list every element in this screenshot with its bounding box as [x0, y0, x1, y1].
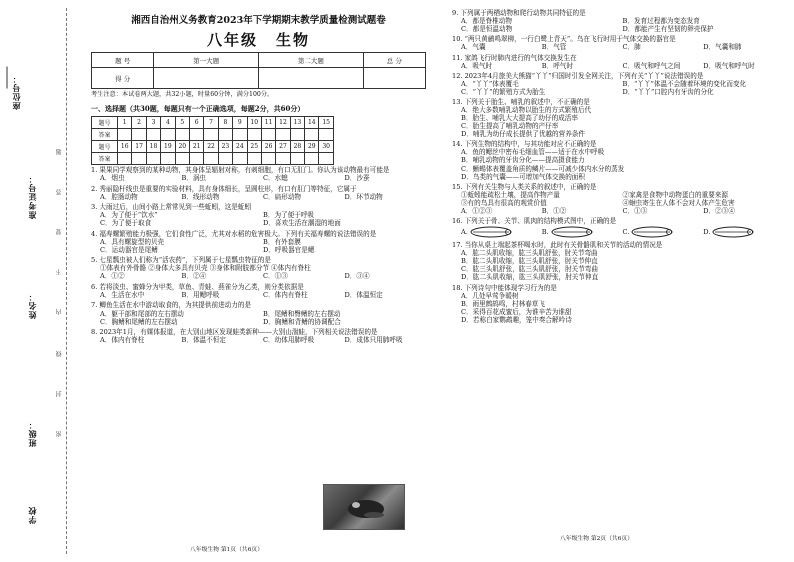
admission-label: 准考证号：	[27, 174, 37, 219]
margin-char: 题	[56, 148, 63, 155]
option[interactable]: A．都是脊椎动物	[461, 17, 512, 26]
answer-cell[interactable]	[290, 129, 304, 141]
exam-title: 湘西自治州义务教育2023年下学期期末教学质量检测试题卷	[131, 15, 386, 26]
option[interactable]: C．都是恒温动物	[461, 25, 513, 34]
seat-line	[7, 67, 8, 89]
question-stem: 5. 七星瓢虫被人们称为“活农药”，下列属于七星瓢虫特征的是	[91, 256, 271, 265]
option[interactable]: B．“丫丫”体温不会随着环境的变化而变化	[622, 79, 747, 88]
answer-cell[interactable]	[132, 129, 146, 141]
option[interactable]: A．肱二头肌收缩，肱三头肌舒张，肘关节弯曲	[461, 249, 598, 258]
option[interactable]: B．哺乳动物的牙齿分化——提高摄食能力	[461, 156, 585, 165]
answer-cell[interactable]	[204, 129, 218, 141]
option-row	[452, 25, 784, 33]
figure-row	[452, 225, 784, 239]
margin-char: 内	[56, 308, 63, 315]
option[interactable]: D．若称白家鹦鹉趣，笼中奏合解吟诗	[461, 315, 572, 324]
option[interactable]: A．体内有脊柱	[100, 336, 145, 345]
option[interactable]: C．胸鳍和尾鳍的左右摆动	[100, 317, 178, 326]
margin-char: 密	[56, 430, 63, 437]
seat-label: 座位号：	[11, 74, 21, 110]
question-stem: 6. 若将淡虫、蜜蜂分为甲类，草鱼、青蛙、燕雀分为乙类，则分类依据是	[91, 282, 304, 291]
option[interactable]: D．呼吸器官是鳃	[263, 245, 315, 254]
option[interactable]: D．体温恒定	[344, 290, 383, 299]
option-letter: B	[541, 228, 547, 237]
option-row	[91, 318, 426, 326]
option[interactable]: D．喜欢生活在潮湿的地面	[263, 219, 341, 228]
question-stem: 18. 下列诗句中能体现学习行为的是	[452, 283, 557, 292]
score-header: 题 号	[92, 53, 154, 68]
question-number: 29	[305, 141, 319, 153]
option[interactable]: B．呼气时	[541, 61, 573, 70]
margin-char: 答	[56, 188, 63, 195]
option[interactable]: D．胸鳍和背鳍的协调配合	[263, 317, 341, 326]
section1-heading: 一、选择题（共30题，每题只有一个正确选项，每题2分，共60分）	[91, 104, 305, 113]
answer-cell[interactable]	[290, 153, 304, 165]
question-stem: 2. 秀丽隐杆线虫是重要的实验材料，具有身体细长，呈圆柱形，有口有肛门等特征，它属于	[91, 184, 357, 193]
option[interactable]: B．为了便于呼吸	[263, 211, 315, 220]
option[interactable]: D．哺乳为幼仔成长提供了优越的营养条件	[461, 130, 585, 139]
class-label: 班级：	[27, 420, 37, 447]
option-row	[452, 80, 784, 88]
question	[91, 203, 426, 227]
question-number: 26	[261, 141, 275, 153]
answer-cell[interactable]	[233, 153, 247, 165]
option[interactable]: B．有外套膜	[263, 237, 301, 246]
option-row	[91, 272, 426, 280]
option-row	[91, 310, 426, 318]
question-number: 28	[290, 141, 304, 153]
option[interactable]: B．肱二头肌收缩，肱三头肌舒张，肘关节伸直	[461, 257, 598, 266]
answer-cell[interactable]	[305, 129, 319, 141]
question-stem: 13. 下列关于胎生、哺乳的叙述中，不正确的是	[452, 98, 590, 107]
question-number: 6	[189, 117, 203, 129]
answer-cell[interactable]	[161, 153, 175, 165]
question	[452, 183, 784, 215]
option[interactable]: C．幼体用肺呼吸	[263, 336, 315, 345]
margin-char: 封	[56, 390, 63, 397]
option[interactable]: D．成体只用肺呼吸	[344, 336, 403, 345]
option-figure[interactable]: A.	[461, 225, 542, 239]
option[interactable]: D．③④	[344, 272, 370, 281]
option-row	[91, 219, 426, 227]
footer-left: 八年级生物 第1页（共6页）	[190, 547, 263, 553]
option[interactable]: D．吸气和呼气时	[703, 61, 755, 70]
footer-right: 八年级生物 第2页（共6页）	[560, 536, 633, 542]
question	[91, 166, 426, 182]
option[interactable]: A．“丫丫”体表覆毛	[461, 79, 519, 88]
answer-cell[interactable]	[247, 153, 261, 165]
option[interactable]: ①蚯蚓能疏松土壤，提高作物产量	[461, 190, 560, 199]
option[interactable]: C．吸气和呼气之间	[622, 61, 681, 70]
option[interactable]: B．气管	[541, 43, 567, 52]
grade: 八年级	[206, 31, 258, 49]
option-row	[91, 336, 426, 344]
question-stem: 16. 下列关于骨、关节、肌肉的结构模式图中，正确的是	[452, 217, 617, 226]
option[interactable]: D．气囊和肺	[703, 43, 742, 52]
answer-cell[interactable]	[175, 129, 189, 141]
option-row	[91, 193, 426, 201]
name-label: 姓名：	[27, 292, 37, 319]
question-number: 1	[118, 117, 132, 129]
option[interactable]: C．为了便于取食	[100, 219, 152, 228]
answer-cell[interactable]	[276, 129, 290, 141]
question-stem: 4. 福寿螺繁殖能力极强，它们食性广泛，尤其对水稻的危害极大。下列有关福寿螺的说法错误的是	[91, 229, 377, 238]
option-letter: C	[622, 228, 628, 237]
question	[452, 9, 784, 33]
option-row	[452, 17, 784, 25]
answer-cell[interactable]	[319, 153, 333, 165]
option[interactable]: A．①②③	[461, 206, 493, 215]
question-number: 10	[247, 117, 261, 129]
question-stem: 3. 大雨过后，山间小路上常常见到一些蚯蚓，这是蚯蚓	[91, 203, 252, 212]
option[interactable]: A．几处早莺争暖树	[461, 291, 519, 300]
answer-cell[interactable]	[161, 129, 175, 141]
answer-cell[interactable]	[305, 153, 319, 165]
option-letter: A	[461, 228, 466, 237]
question-number: 24	[233, 141, 247, 153]
question-number: 3	[146, 117, 160, 129]
answer-row-label: 答案	[92, 153, 118, 165]
option[interactable]: A．生活在水中	[100, 290, 145, 299]
subject: 生物	[276, 31, 311, 49]
question-number: 8	[218, 117, 232, 129]
option[interactable]: C．扁形动物	[263, 192, 302, 201]
bone-joint-icon	[549, 225, 595, 239]
option[interactable]: A．鱼的鳃丝中密布毛细血管——适于在水中呼吸	[461, 148, 605, 157]
margin-char: 要	[56, 228, 63, 235]
question-stem: 8. 2023年1月，有媒体报道，在大别山地区发现蛙类新种——大别山湍蛙，下列相关说法错误的是	[91, 328, 378, 337]
option[interactable]: B．涡虫	[181, 174, 207, 183]
option[interactable]: D．环节动物	[344, 192, 383, 201]
option-row	[452, 191, 784, 199]
question	[452, 140, 784, 180]
option-figure[interactable]: B.	[542, 225, 623, 239]
answer-row-label: 题号	[92, 141, 118, 153]
score-header: 第二大题	[258, 53, 363, 68]
option[interactable]: D．肱二头肌收缩，肱三头肌舒张，肘关节伸直	[461, 273, 599, 282]
question-number: 27	[276, 141, 290, 153]
question-stem: 10. “两只黄鹂鸣翠柳，一行白鹭上青天”。鸟在飞行时用于气体交换的器官是	[452, 35, 676, 44]
answer-cell[interactable]	[261, 129, 275, 141]
option-row	[91, 174, 426, 182]
question-number: 12	[276, 117, 290, 129]
option-row	[452, 207, 784, 215]
option[interactable]: A．腔肠动物	[100, 192, 138, 201]
score-cell[interactable]	[154, 68, 259, 89]
option-row	[91, 246, 426, 254]
option[interactable]: B．②④	[181, 272, 207, 281]
exam-notice: 考生注意：本试卷两大题，共32小题，时量60分钟，满分100分。	[91, 91, 274, 98]
question-stem: 15. 下列有关生物与人类关系的叙述中，正确的是	[452, 182, 597, 191]
answer-cell[interactable]	[247, 129, 261, 141]
option[interactable]: C．采得百花成蜜后，为谁辛苦为谁甜	[461, 307, 572, 316]
bone-joint-icon	[710, 225, 756, 239]
option[interactable]: B．尾鳍和臀鳍的左右摆动	[263, 309, 341, 318]
option-row	[452, 62, 784, 70]
grade-subject	[91, 29, 426, 50]
question-number: 19	[161, 141, 175, 153]
question-number: 16	[118, 141, 132, 153]
question	[91, 301, 426, 325]
question	[91, 230, 426, 254]
option-figure[interactable]: D.	[703, 225, 784, 239]
answer-row-label: 答案	[92, 129, 118, 141]
question-number: 7	[204, 117, 218, 129]
option[interactable]: ③有的鸟具有很高的观赏价值	[461, 198, 547, 207]
option-figure[interactable]: C.	[623, 225, 704, 239]
option[interactable]: A．具有螺旋型的贝壳	[100, 237, 165, 246]
option[interactable]: A．①②	[100, 272, 125, 281]
question-number: 5	[175, 117, 189, 129]
option-row	[91, 238, 426, 246]
option[interactable]: C．水螅	[263, 174, 288, 183]
answer-cell[interactable]	[218, 153, 232, 165]
question-stem: 12. 2023年4月旅美大熊猫“丫丫”归国时引发全网关注，下列有关“丫丫”说法错误的是	[452, 71, 704, 80]
question-number: 21	[189, 141, 203, 153]
answer-cell[interactable]	[118, 129, 132, 141]
option-letter: D	[703, 228, 709, 237]
question	[91, 185, 426, 201]
question-number: 4	[161, 117, 175, 129]
option-row	[452, 43, 784, 51]
question	[452, 35, 784, 51]
answer-cell[interactable]	[118, 153, 132, 165]
question-number: 11	[261, 117, 275, 129]
option[interactable]: A．为了便于“饮水”	[100, 211, 158, 220]
bone-joint-icon	[629, 225, 675, 239]
option[interactable]: C．①③	[622, 206, 648, 215]
question	[452, 241, 784, 281]
score-cell[interactable]	[258, 68, 363, 89]
question-number: 13	[290, 117, 304, 129]
score-table	[91, 52, 426, 89]
option[interactable]: A．吸气时	[461, 61, 493, 70]
question	[91, 256, 426, 280]
option-row	[91, 211, 426, 219]
option[interactable]: B．发育过程都为变态发育	[622, 17, 700, 26]
score-header: 第一大题	[154, 53, 259, 68]
left-questions	[91, 166, 426, 347]
answer-cell[interactable]	[132, 153, 146, 165]
option-row	[452, 88, 784, 96]
option[interactable]: C．“丫丫”的繁殖方式为胎生	[461, 87, 546, 96]
question-number: 15	[319, 117, 333, 129]
option-row	[452, 199, 784, 207]
option[interactable]: C．①③	[263, 272, 288, 281]
option[interactable]: A．烟虫	[100, 174, 125, 183]
question-stem: 9. 下列属于两栖动物和爬行动物共同特征的是	[452, 9, 586, 17]
question-extra: ①体表有外骨骼 ②身体大多具有贝壳 ③身体和附肢都分节 ④体内有脊柱	[100, 264, 311, 273]
answer-table	[91, 116, 334, 165]
question	[452, 72, 784, 96]
answer-cell[interactable]	[189, 129, 203, 141]
question	[91, 328, 426, 344]
frog-icon	[324, 485, 404, 529]
question-number: 23	[218, 141, 232, 153]
option[interactable]: C．蜥蜴体表覆盖角质的鳞片——可减少体内水分的蒸发	[461, 164, 625, 173]
option[interactable]: A．绝大多数哺乳动物以胎生的方式繁殖后代	[461, 106, 592, 115]
option-row	[91, 291, 426, 299]
option[interactable]: B．胎生、哺乳大大提高了幼仔的成活率	[461, 114, 578, 123]
answer-cell[interactable]	[146, 153, 160, 165]
seal-line	[66, 8, 67, 554]
option[interactable]: A．躯干部和尾部的左右摆动	[100, 309, 184, 318]
option[interactable]: D．都能产生有坚韧的卵壳保护	[622, 25, 714, 34]
option[interactable]: ②家禽是食物中动物蛋白的重要来源	[622, 190, 728, 199]
answer-cell[interactable]	[189, 153, 203, 165]
frog-photo	[323, 484, 405, 530]
answer-cell[interactable]	[175, 153, 189, 165]
score-cell[interactable]	[363, 68, 425, 89]
question	[452, 54, 784, 70]
option[interactable]: C．胎生提高了哺乳动物的产仔率	[461, 122, 559, 131]
school-label: 学校	[27, 506, 37, 524]
question-number: 18	[146, 141, 160, 153]
answer-cell[interactable]	[261, 153, 275, 165]
option[interactable]: B．①②	[541, 206, 567, 215]
option[interactable]: C．肺	[622, 43, 641, 52]
question-stem: 1. 果果同学观察到的某种动物，其身体呈辐射对称，有刺细胞，有口无肛门。你认为该动物最有可能是	[91, 166, 390, 174]
question	[452, 284, 784, 324]
binding-margin	[0, 0, 78, 562]
option[interactable]: C．体内有脊柱	[263, 290, 308, 299]
question-number: 9	[233, 117, 247, 129]
answer-cell[interactable]	[319, 129, 333, 141]
answer-cell[interactable]	[276, 153, 290, 165]
option[interactable]: B．雨里鹧鸪鸣，村林春草飞	[461, 299, 545, 308]
answer-cell[interactable]	[218, 129, 232, 141]
bone-joint-icon	[468, 225, 514, 239]
question-number: 30	[319, 141, 333, 153]
question	[452, 217, 784, 239]
option[interactable]: B．线形动物	[181, 192, 220, 201]
question-number: 17	[132, 141, 146, 153]
question-number: 2	[132, 117, 146, 129]
option[interactable]: D．沙蚕	[344, 174, 370, 183]
option[interactable]: B．体温不恒定	[181, 336, 226, 345]
question-stem: 7. 鲫鱼生活在水中游动取食的，为其提供前进动力的是	[91, 301, 252, 310]
option[interactable]: D．“丫丫”口腔内有牙齿的分化	[622, 87, 714, 96]
question-number: 14	[305, 117, 319, 129]
option[interactable]: A．气囊	[461, 43, 486, 52]
option[interactable]: D．鸟类的气囊——可增加气体交换的面积	[461, 172, 585, 181]
score-row-label: 得 分	[92, 68, 154, 89]
margin-char: 不	[56, 268, 63, 275]
question-stem: 14. 下列生物的结构中，与其功能对应不正确的是	[452, 140, 597, 149]
question	[91, 283, 426, 299]
option[interactable]: C．肱三头肌舒张，肱三头肌舒张，肘关节弯曲	[461, 265, 598, 274]
question-number: 20	[175, 141, 189, 153]
option[interactable]: D．②③④	[703, 206, 735, 215]
option[interactable]: B．用鳃呼吸	[181, 290, 220, 299]
answer-row-label: 题号	[92, 117, 118, 129]
question-number: 25	[247, 141, 261, 153]
question-stem: 11. 家鸽飞行时肺内进行的气体交换发生在	[452, 53, 577, 62]
right-questions	[452, 9, 784, 326]
question-number: 22	[204, 141, 218, 153]
margin-char: 线	[56, 350, 63, 357]
question	[452, 98, 784, 138]
question-stem: 17. 当你从桌上端起茶杯喝水时，此时有关骨骼肌和关节的活动的情况是	[452, 241, 663, 250]
option[interactable]: C．运动器官是尾鳍	[100, 245, 158, 254]
score-header: 总 分	[363, 53, 425, 68]
answer-cell[interactable]	[233, 129, 247, 141]
option[interactable]: ④蛔虫寄生在人体不会对人体产生危害	[622, 198, 735, 207]
answer-cell[interactable]	[204, 153, 218, 165]
answer-cell[interactable]	[146, 129, 160, 141]
